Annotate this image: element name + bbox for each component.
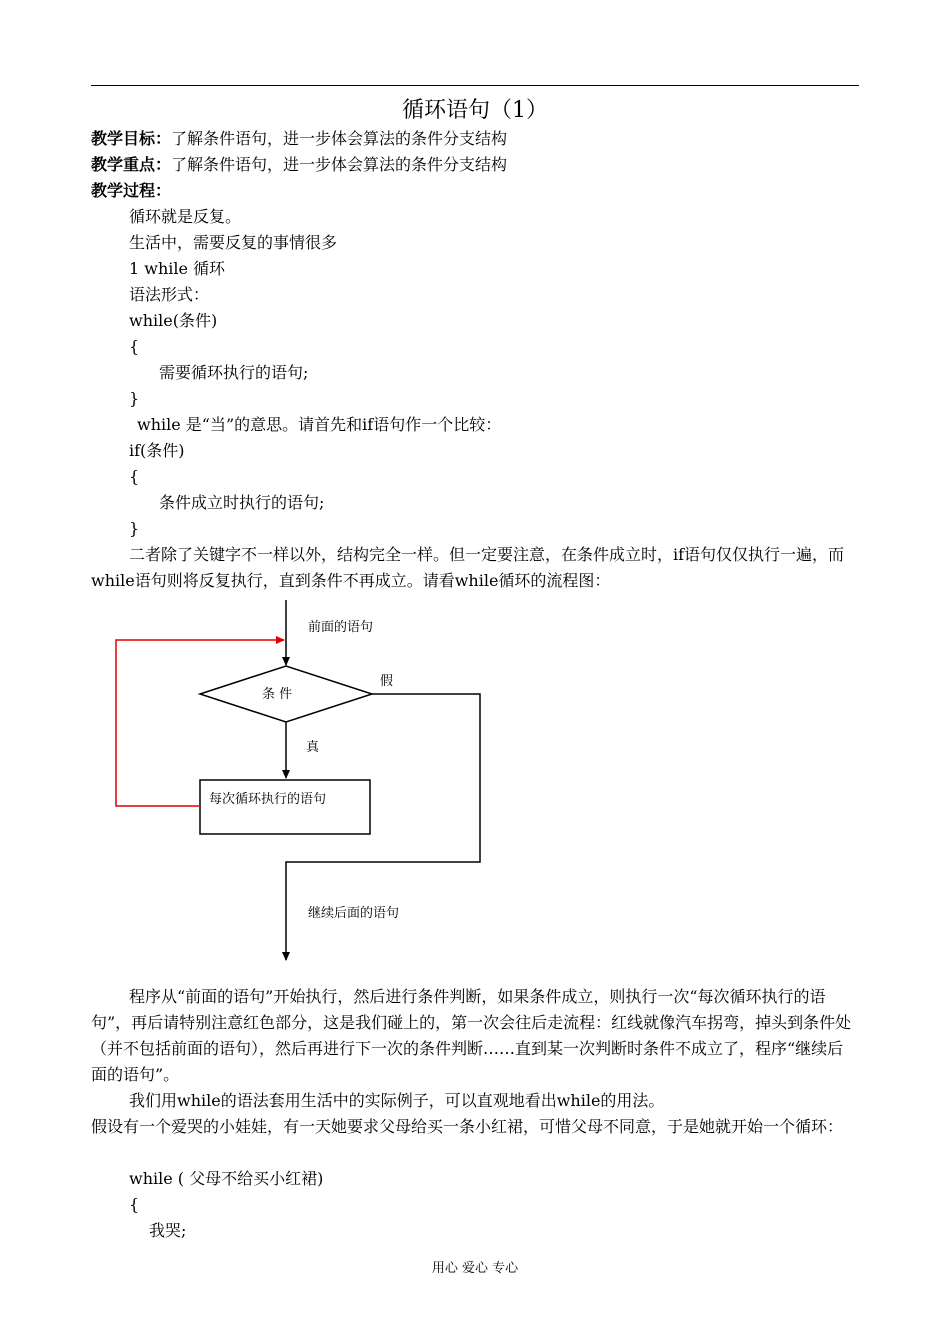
body-line: 1 while 循环 — [129, 259, 226, 278]
body-line: 生活中，需要反复的事情很多 — [129, 233, 338, 252]
label-after: 继续后面的语句 — [308, 906, 400, 921]
code-line: if(条件) — [129, 441, 185, 460]
paragraph-flow-explanation: 程序从“前面的语句”开始执行，然后进行条件判断，如果条件成立，则执行一次“每次循环执行的语句”，再后请特别注意红色部分，这是我们碰上的，第一次会往后走流程：红线就像汽车拐弯，掉头到条件处（并不包括前面的语句），然后再进行下一次的条件判断……直到某一次判断时条件不成立了，程序“继续后面的语句”。 — [91, 987, 852, 1084]
objective-text: 了解条件语句，进一步体会算法的条件分支结构 — [171, 129, 508, 148]
page-title: 循环语句（1） — [402, 98, 548, 123]
objective-label: 教学目标： — [91, 129, 172, 148]
body-box — [200, 780, 370, 834]
paragraph-example: 假设有一个爱哭的小娃娃，有一天她要求父母给买一条小红裙，可惜父母不同意，于是她就开始一个循环： — [91, 1117, 844, 1136]
example-code-line: { — [129, 1195, 140, 1214]
objective-row — [91, 126, 507, 152]
code-line: 需要循环执行的语句; — [159, 363, 309, 382]
code-line: { — [129, 467, 140, 486]
code-line: } — [129, 519, 140, 538]
header-rule — [91, 85, 859, 86]
focus-text: 了解条件语句，进一步体会算法的条件分支结构 — [171, 155, 508, 174]
focus-row — [91, 152, 507, 178]
code-line: } — [129, 389, 140, 408]
body-line: 循环就是反复。 — [129, 207, 242, 226]
while-flowchart — [0, 590, 950, 980]
label-body: 每次循环执行的语句 — [209, 792, 327, 807]
body-line: 语法形式： — [129, 285, 210, 304]
code-line: while(条件) — [129, 311, 218, 330]
page-footer: 用心 爱心 专心 — [431, 1261, 519, 1276]
focus-label: 教学重点： — [91, 155, 172, 174]
label-true: 真 — [306, 740, 320, 755]
code-line: 条件成立时执行的语句; — [159, 493, 325, 512]
body-line: while 是“当”的意思。请首先和if语句作一个比较： — [137, 415, 502, 434]
paragraph-compare: 二者除了关键字不一样以外，结构完全一样。但一定要注意，在条件成立时，if语句仅仅执行一遍，而while语句则将反复执行，直到条件不再成立。请看while循环的流程图： — [91, 545, 845, 590]
paragraph-example-intro: 我们用while的语法套用生活中的实际例子，可以直观地看出while的用法。 — [129, 1091, 665, 1110]
label-before: 前面的语句 — [308, 620, 374, 635]
example-code-line: 我哭; — [149, 1221, 187, 1240]
process-label: 教学过程： — [91, 181, 172, 200]
label-false: 假 — [380, 674, 394, 689]
example-code-line: while ( 父母不给买小红裙) — [129, 1169, 324, 1188]
code-line: { — [129, 337, 140, 356]
label-condition: 条 件 — [262, 687, 293, 702]
